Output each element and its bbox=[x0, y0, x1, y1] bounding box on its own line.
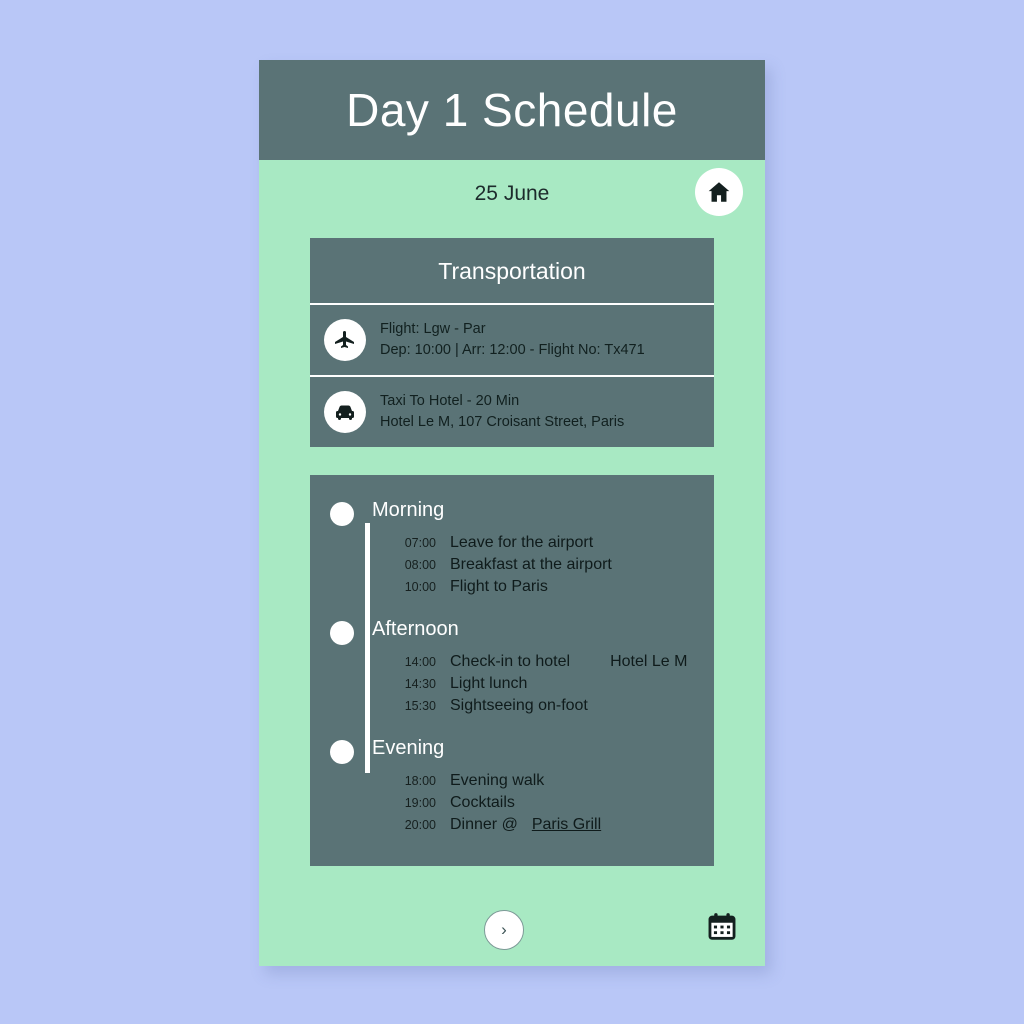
entry-desc: Dinner @ bbox=[450, 816, 518, 834]
restaurant-link[interactable]: Paris Grill bbox=[531, 816, 602, 834]
schedule-entry[interactable] bbox=[390, 772, 714, 790]
entry-desc: Sightseeing on-foot bbox=[450, 697, 588, 715]
schedule-entry[interactable] bbox=[390, 578, 714, 596]
schedule-block-evening bbox=[310, 737, 714, 834]
transportation-card bbox=[310, 238, 714, 447]
block-title-morning: Morning bbox=[372, 499, 445, 522]
timeline-dot bbox=[330, 502, 354, 526]
calendar-icon bbox=[705, 910, 739, 949]
schedule-entry[interactable] bbox=[390, 675, 714, 693]
entry-time: 18:00 bbox=[404, 774, 436, 789]
date-row bbox=[259, 160, 765, 228]
schedule-entry[interactable] bbox=[390, 697, 714, 715]
entry-desc: Breakfast at the airport bbox=[450, 556, 612, 574]
entry-time: 07:00 bbox=[404, 536, 436, 551]
timeline-dot bbox=[330, 740, 354, 764]
chevron-right-icon: › bbox=[501, 920, 507, 939]
entry-time: 14:30 bbox=[404, 677, 436, 692]
footer-bar bbox=[259, 902, 765, 966]
airplane-icon bbox=[324, 319, 366, 361]
entry-time: 10:00 bbox=[404, 580, 436, 595]
calendar-button[interactable] bbox=[701, 908, 743, 950]
entry-time: 14:00 bbox=[404, 655, 436, 670]
taxi-line-1: Taxi To Hotel - 20 Min bbox=[380, 393, 520, 410]
transport-row-taxi[interactable] bbox=[310, 377, 714, 447]
entry-extra: Hotel Le M bbox=[610, 653, 688, 671]
home-icon bbox=[706, 179, 732, 205]
timeline-dot bbox=[330, 621, 354, 645]
entry-desc: Evening walk bbox=[450, 772, 545, 790]
entry-desc: Flight to Paris bbox=[450, 578, 548, 596]
page-title: Day 1 Schedule bbox=[346, 84, 678, 136]
schedule-entry[interactable] bbox=[390, 794, 714, 812]
flight-line-1: Flight: Lgw - Par bbox=[380, 321, 486, 337]
entry-desc: Cocktails bbox=[450, 794, 515, 812]
entry-time: 20:00 bbox=[404, 818, 436, 833]
flight-line-2: Dep: 10:00 | Arr: 12:00 - Flight No: Tx471 bbox=[380, 342, 645, 359]
schedule-entry[interactable] bbox=[390, 653, 714, 671]
block-title-afternoon: Afternoon bbox=[372, 618, 459, 641]
entry-time: 15:30 bbox=[404, 699, 436, 714]
block-title-evening: Evening bbox=[372, 737, 445, 760]
schedule-entry[interactable] bbox=[390, 556, 714, 574]
app-header bbox=[259, 60, 765, 160]
schedule-entry[interactable] bbox=[390, 534, 714, 552]
schedule-block-morning bbox=[310, 499, 714, 596]
entry-time: 19:00 bbox=[404, 796, 436, 811]
schedule-card bbox=[310, 475, 714, 866]
entry-time: 08:00 bbox=[404, 558, 436, 573]
phone-screen bbox=[259, 60, 765, 966]
schedule-entry[interactable] bbox=[390, 816, 714, 834]
transportation-title: Transportation bbox=[310, 238, 714, 305]
entry-desc: Check-in to hotel bbox=[450, 653, 571, 671]
schedule-block-afternoon bbox=[310, 618, 714, 715]
spacer bbox=[310, 602, 714, 618]
spacer bbox=[310, 721, 714, 737]
home-button[interactable] bbox=[695, 168, 743, 216]
date-label: 25 June bbox=[474, 182, 550, 205]
entry-desc: Light lunch bbox=[450, 675, 528, 693]
taxi-line-2: Hotel Le M, 107 Croisant Street, Paris bbox=[380, 414, 625, 431]
entry-desc: Leave for the airport bbox=[450, 534, 594, 552]
transport-row-flight[interactable] bbox=[310, 305, 714, 377]
car-icon bbox=[324, 391, 366, 433]
next-button[interactable] bbox=[484, 910, 524, 950]
